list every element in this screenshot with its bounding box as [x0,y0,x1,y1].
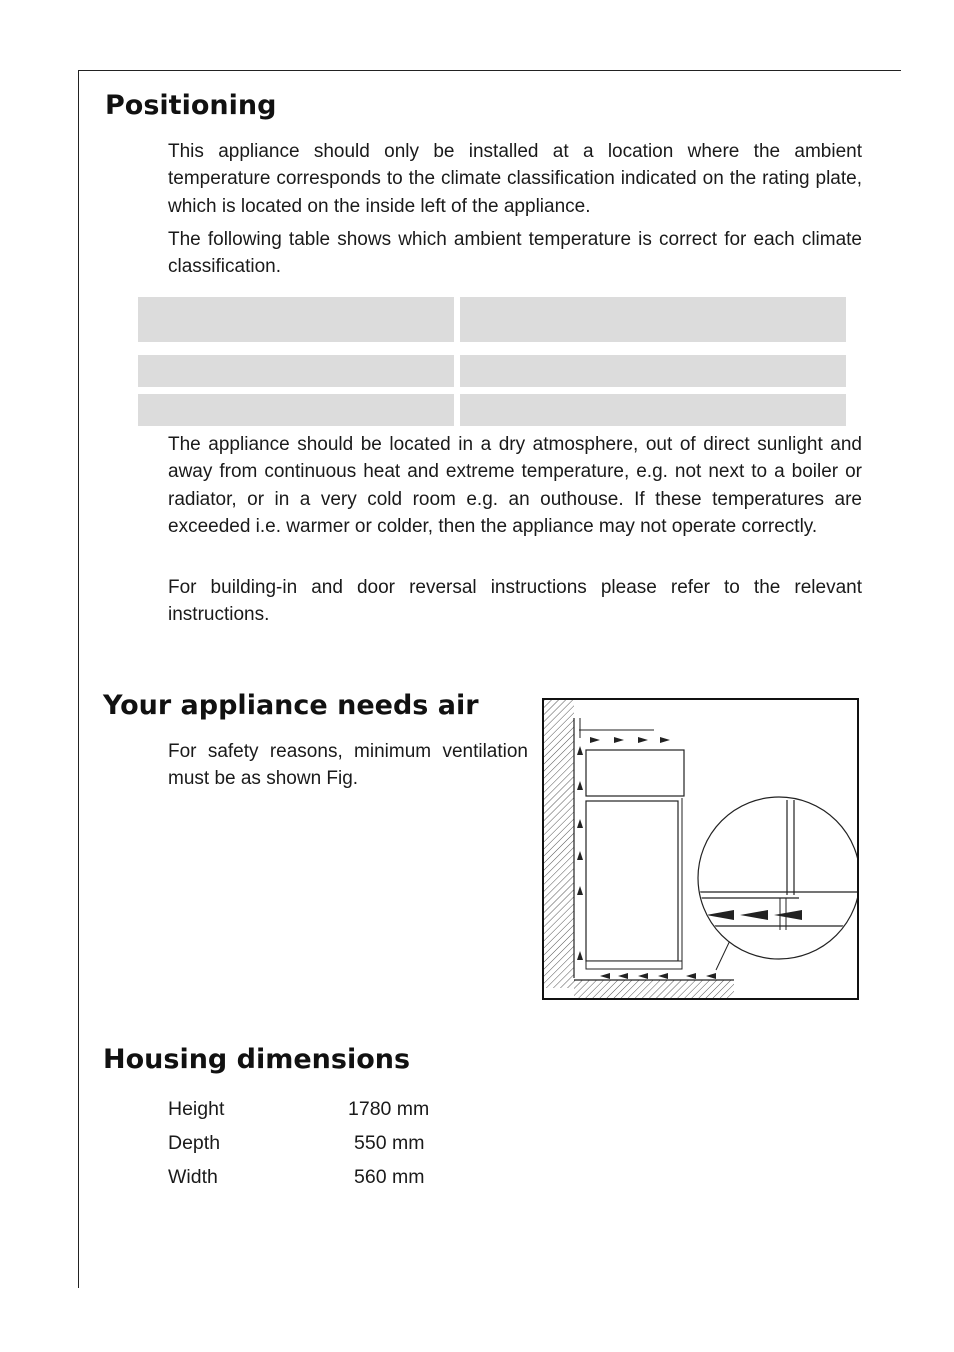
climate-table-header-cell-1 [138,297,454,342]
dimension-row-width [168,1160,464,1194]
ventilation-diagram [544,700,857,998]
dimension-value: 1780 mm [348,1097,430,1120]
housing-dimensions-list [168,1092,464,1194]
cabinet-body [586,801,678,961]
positioning-paragraph-1: This appliance should only be installed at a location where the ambient temperature corresponds to the climate classification indicated on the rating plate, which is located on the inside left of the appliance. [168,141,862,217]
climate-table-row2-cell-1 [138,394,454,426]
housing-heading: Housing dimensions [103,1044,411,1075]
air-paragraph: For safety reasons, minimum ventilation must be as shown Fig. [168,741,528,790]
positioning-paragraph-3: The appliance should be located in a dry atmosphere, out of direct sunlight and away from continuous heat and extreme temperature, e.g. not next to a boiler or radiator, or in a very cold room e.g. an outhouse. If these temperatures are exceeded i.e. warmer or colder, then the appliance may not operate correctly. [168,434,862,538]
positioning-paragraph-4: For building-in and door reversal instructions please refer to the relevant instructions. [168,577,862,626]
dimension-row-height [168,1092,464,1126]
climate-table-header-cell-2 [460,297,846,342]
climate-table-row1-cell-2 [460,355,846,387]
wall-hatching [544,700,574,988]
dimension-label: Width [168,1165,218,1188]
dimension-label: Depth [168,1131,221,1154]
positioning-paragraph-2: The following table shows which ambient temperature is correct for each climate classification. [168,229,862,278]
top-air-arrows [590,737,670,743]
cabinet-top [586,750,684,796]
dimension-row-depth [168,1126,464,1160]
left-rule [78,70,79,1288]
top-rule [78,70,901,71]
positioning-heading: Positioning [105,90,277,121]
ventilation-figure [542,698,859,1000]
dimension-value: 550 mm [354,1131,425,1154]
climate-table-row1-cell-1 [138,355,454,387]
dimension-value: 560 mm [354,1165,425,1188]
side-air-arrows [577,746,583,960]
climate-table-row2-cell-2 [460,394,846,426]
dimension-label: Height [168,1097,225,1120]
bottom-air-arrows [600,973,716,979]
floor-hatching [574,980,734,998]
detail-circle [698,797,857,959]
air-heading: Your appliance needs air [103,690,479,721]
